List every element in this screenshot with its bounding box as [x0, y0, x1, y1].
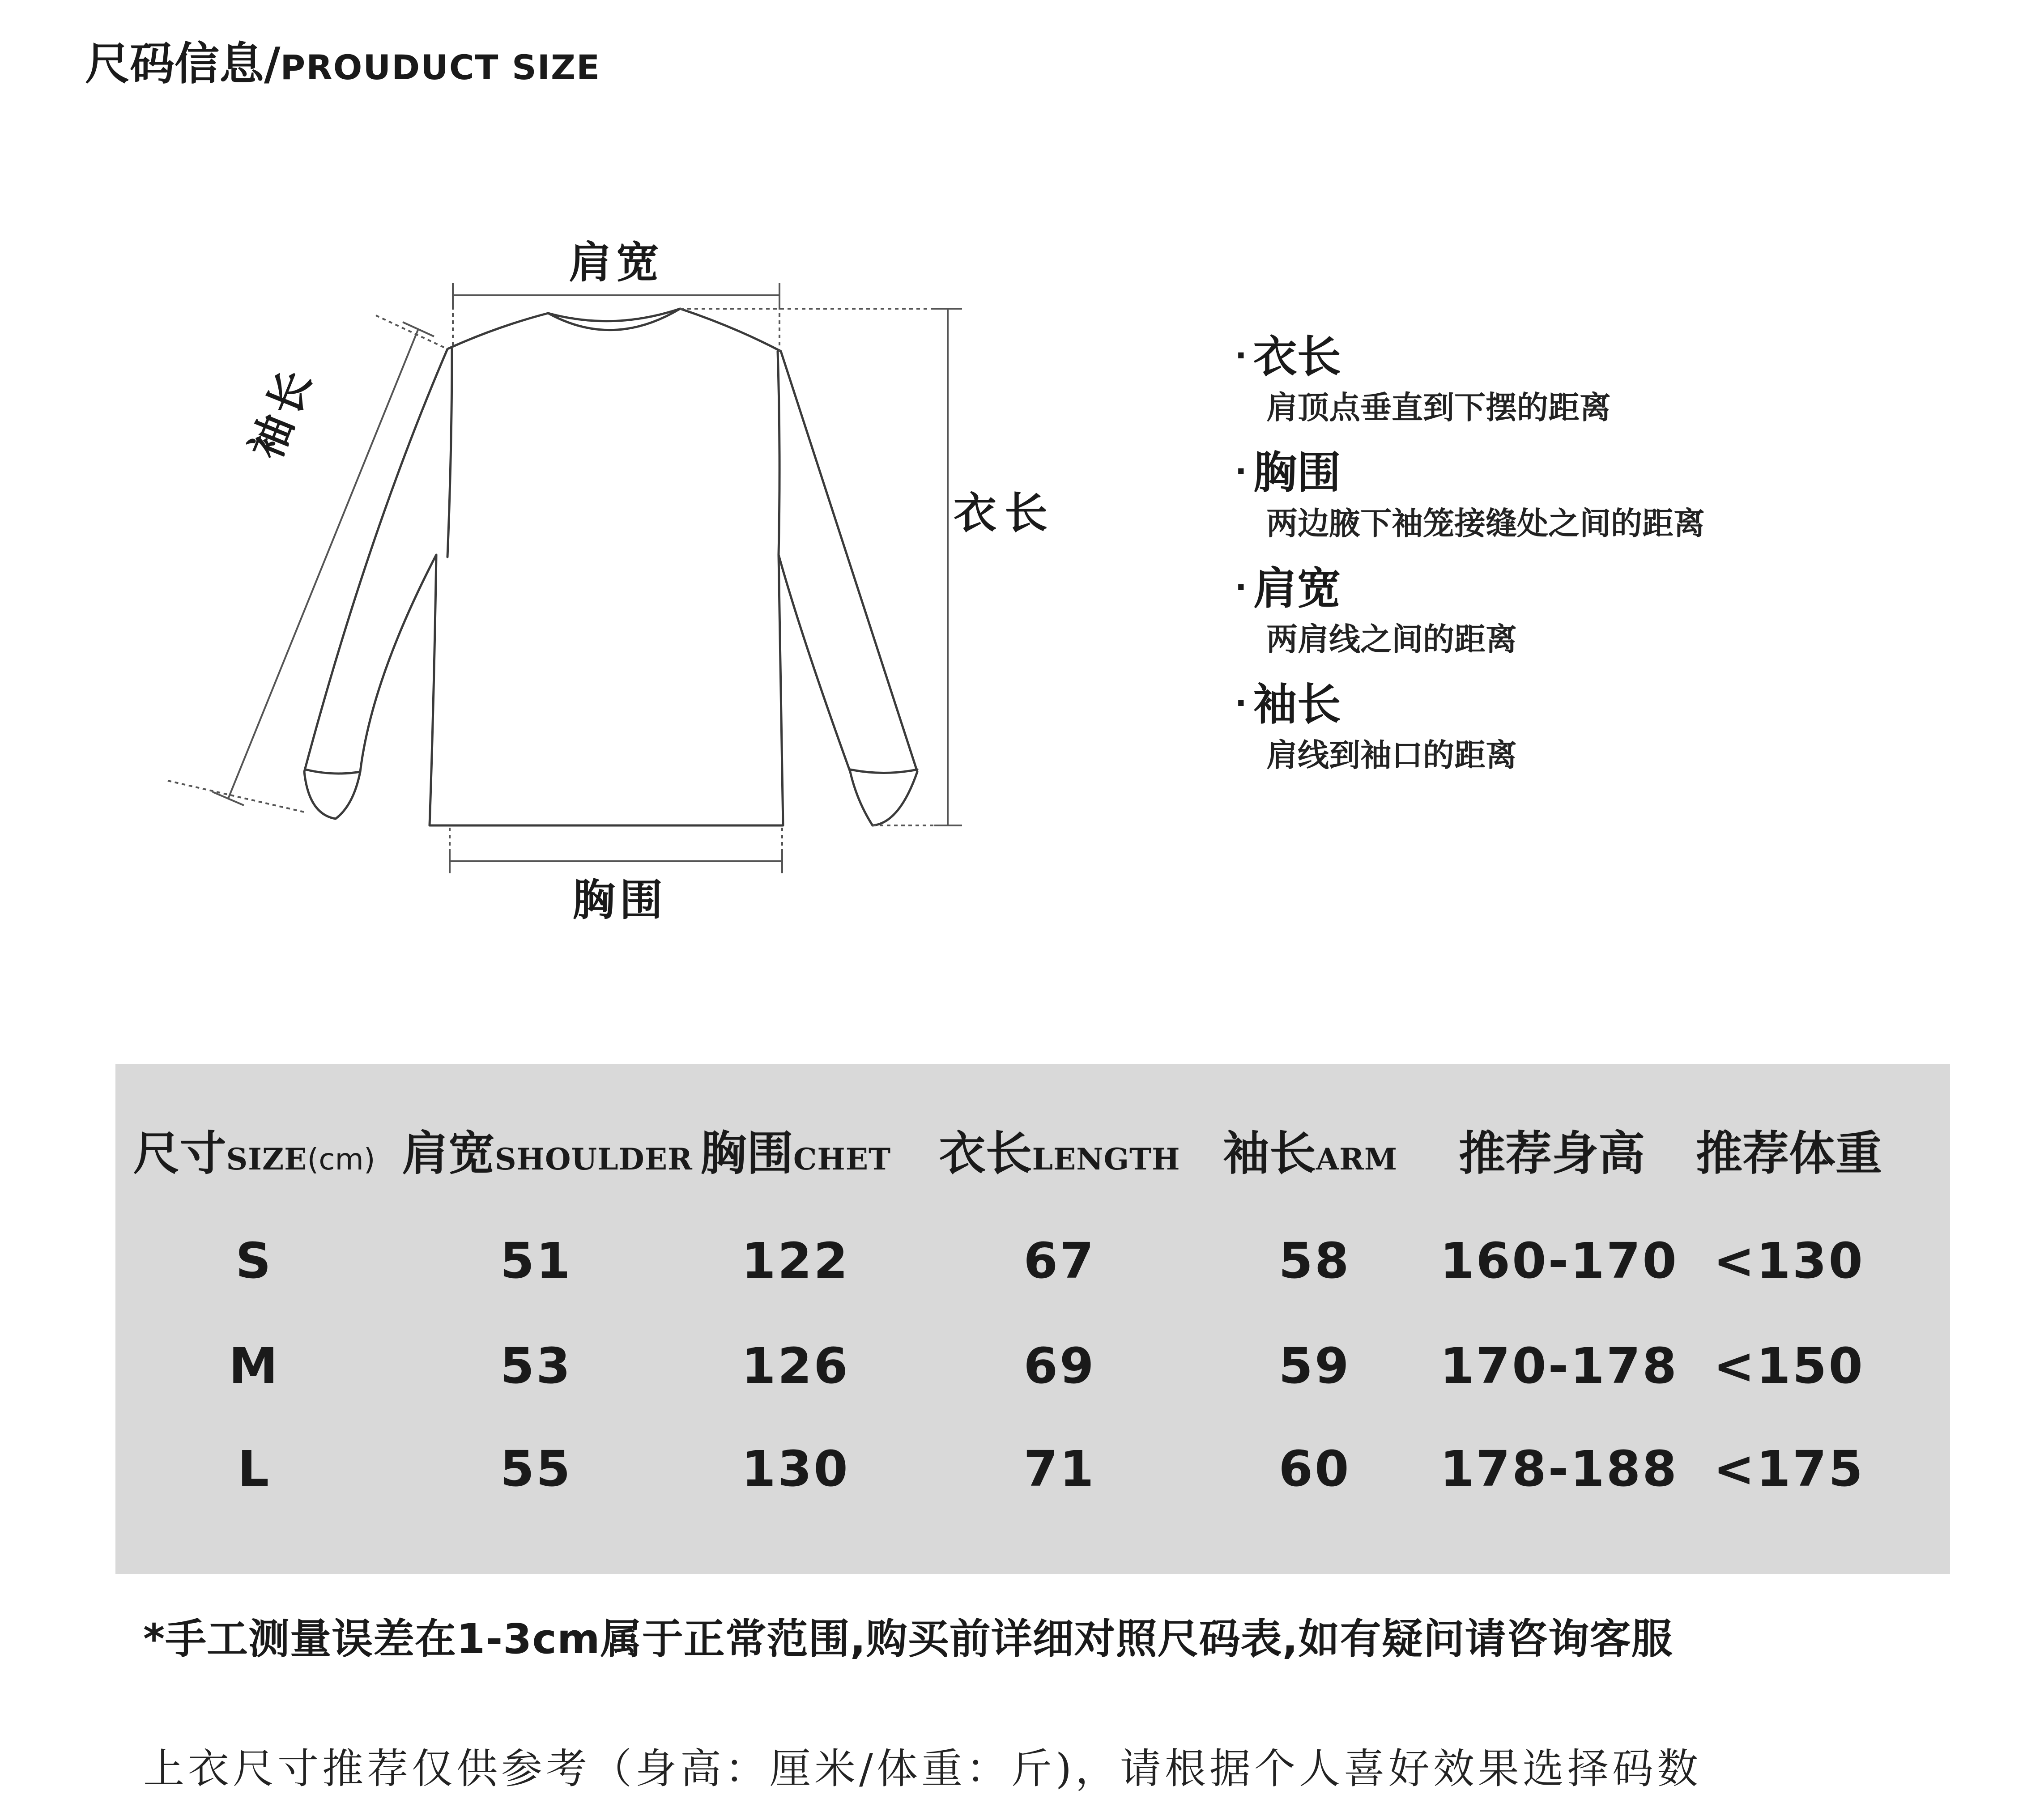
- title-en: PROUDUCT SIZE: [280, 47, 600, 87]
- weight-cell: <150: [1713, 1337, 1865, 1395]
- table-row: [115, 1225, 1950, 1297]
- size-table: [115, 1064, 1950, 1574]
- definition-term: 袖长: [1253, 679, 1341, 730]
- length-cell: 69: [1023, 1337, 1096, 1395]
- sleeve-label: 袖长: [240, 359, 323, 466]
- definition-sleeve: [1235, 674, 1906, 777]
- arm-cell: 60: [1278, 1440, 1351, 1497]
- bullet: ·: [1235, 453, 1247, 490]
- title-separator: /: [264, 38, 281, 90]
- size-cell: M: [229, 1337, 280, 1395]
- height-cell: 170-178: [1440, 1337, 1678, 1395]
- length-cell: 71: [1023, 1440, 1096, 1497]
- arm-cell: 59: [1278, 1337, 1351, 1395]
- sweater-outline: [304, 309, 917, 825]
- chest-cell: 130: [741, 1440, 850, 1497]
- reference-note: 上衣尺寸推荐仅供参考（身高：厘米/体重：斤)，请根据个人喜好效果选择码数: [143, 1745, 1702, 1793]
- chest-label: 胸围: [572, 875, 667, 925]
- header-weight: 推荐体重: [1695, 1126, 1882, 1181]
- header-length: 衣长LENGTH: [939, 1126, 1180, 1181]
- definition-chest: [1235, 442, 1906, 545]
- length-cell: 67: [1023, 1232, 1096, 1289]
- definition-length: [1235, 327, 1906, 429]
- bullet: ·: [1235, 685, 1247, 722]
- table-row: [115, 1330, 1950, 1402]
- length-label: 衣长: [954, 488, 1056, 538]
- size-cell: S: [235, 1232, 273, 1289]
- table-header-row: [115, 1118, 1950, 1189]
- size-cell: L: [237, 1440, 271, 1497]
- bullet: ·: [1235, 569, 1247, 606]
- header-chest: 胸围CHET: [700, 1126, 891, 1181]
- chest-cell: 122: [741, 1232, 850, 1289]
- title-zh: 尺码信息: [85, 38, 264, 90]
- table-row: [115, 1433, 1950, 1505]
- bullet: ·: [1235, 337, 1247, 374]
- shoulder-cell: 53: [500, 1337, 572, 1395]
- shoulder-label: 肩宽: [569, 238, 664, 288]
- definition-term: 胸围: [1253, 447, 1341, 498]
- header-height: 推荐身高: [1458, 1126, 1645, 1181]
- measurement-definitions: [1235, 327, 1906, 790]
- shoulder-cell: 55: [500, 1440, 572, 1497]
- definition-shoulder: [1235, 558, 1906, 661]
- definition-term: 衣长: [1253, 332, 1341, 383]
- measurement-note: *手工测量误差在1-3cm属于正常范围,购买前详细对照尺码表,如有疑问请咨询客服: [143, 1615, 1673, 1663]
- arm-cell: 58: [1278, 1232, 1351, 1289]
- definition-desc: 肩线到袖口的距离: [1266, 737, 1517, 774]
- height-cell: 178-188: [1440, 1440, 1678, 1497]
- definition-desc: 两肩线之间的距离: [1266, 621, 1517, 658]
- weight-cell: <175: [1713, 1440, 1865, 1497]
- definition-desc: 肩顶点垂直到下摆的距离: [1266, 389, 1611, 426]
- header-size: 尺寸SIZE(cm): [133, 1126, 375, 1181]
- height-cell: 160-170: [1440, 1232, 1678, 1289]
- chest-cell: 126: [741, 1337, 850, 1395]
- definition-desc: 两边腋下袖笼接缝处之间的距离: [1266, 505, 1705, 542]
- weight-cell: <130: [1713, 1232, 1865, 1289]
- header-arm: 袖长ARM: [1222, 1126, 1398, 1181]
- definition-term: 肩宽: [1253, 563, 1341, 614]
- shoulder-cell: 51: [500, 1232, 572, 1289]
- header-shoulder: 肩宽SHOULDER: [402, 1126, 693, 1181]
